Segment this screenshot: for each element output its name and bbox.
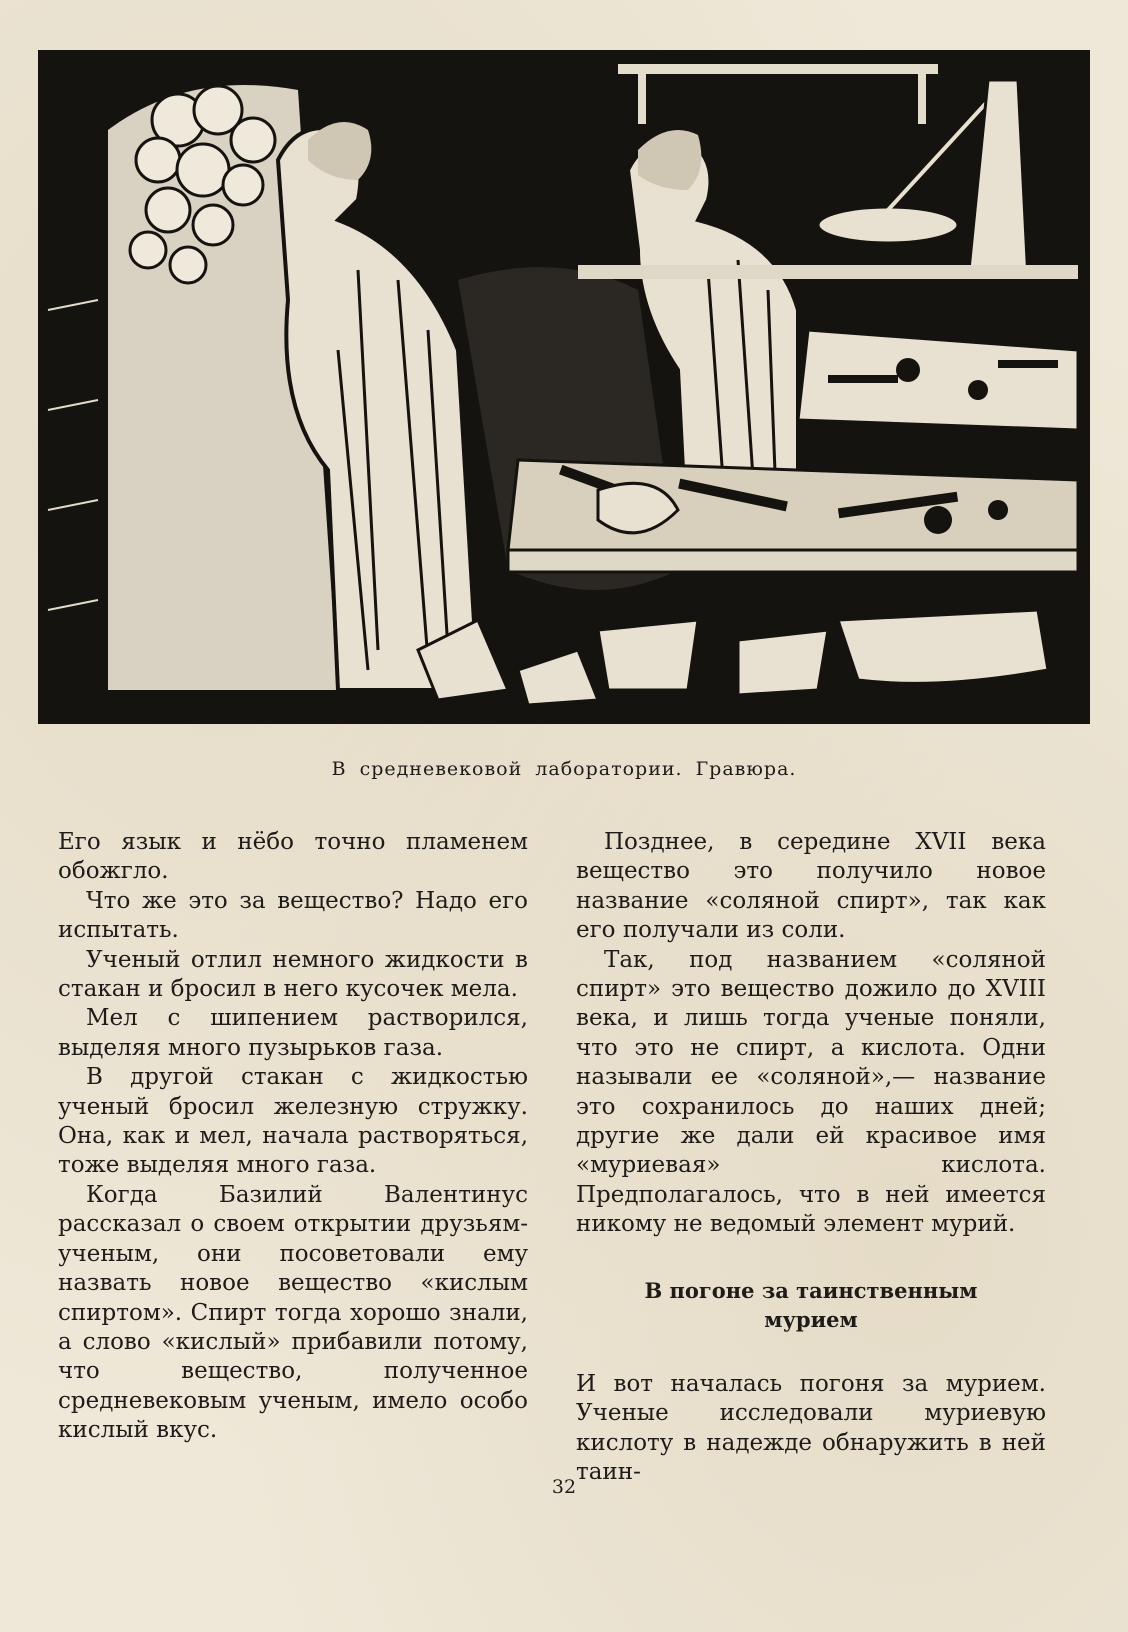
- paragraph: Позднее, в середине XVII века вещество это получило новое название «соляной спирт», так как его получали из соли.: [576, 829, 1046, 944]
- paragraph: Мел с шипением растворился, выделяя много пузырьков газа.: [58, 1005, 528, 1061]
- illustration-caption: В средневековой лаборатории. Гравюра.: [331, 758, 797, 780]
- medieval-laboratory-engraving: [38, 50, 1090, 724]
- page-number: 32: [551, 1476, 577, 1498]
- paragraph: Его язык и нёбо точно пламенем обожгло.: [58, 829, 528, 885]
- paragraph: Что же это за вещество? Надо его испытать.: [58, 887, 528, 944]
- text-column-left: [58, 828, 528, 1446]
- paragraph: Ученый отлил немного жидкости в стакан и бросил в него кусочек мела.: [58, 946, 528, 1003]
- section-heading-line: В погоне за таинственным: [644, 1277, 978, 1303]
- section-heading-line: мурием: [764, 1306, 858, 1332]
- text-column-right: [576, 828, 1046, 1487]
- paragraph: В другой стакан с жидкостью ученый бросил железную стружку. Она, как и мел, начала растворяться, тоже выделяя много газа.: [58, 1064, 528, 1179]
- paragraph: Так, под названием «соляной спирт» это вещество дожило до XVIII века, и лишь тогда ученые поняли, что это не спирт, а кислота. Одни называли ее «соляной»,— название это сохранилось до наших дней; другие же дали ей красивое имя «муриевая» кислота. Предполагалось, что в ней имеется никому не ведомый элемент мурий.: [576, 946, 1046, 1238]
- paragraph: И вот началась погоня за мурием. Ученые исследовали муриевую кислоту в надежде обнаружить в ней таин-: [576, 1370, 1046, 1485]
- section-heading: [576, 1276, 1046, 1334]
- paragraph: Когда Базилий Валентинус рассказал о своем открытии друзьям-ученым, они посоветовали ему назвать новое вещество «кислым спиртом». Спирт тогда хорошо знали, а слово «кислый» прибавили потому, что вещество, полученное средневековым ученым, имело особо кислый вкус.: [58, 1181, 528, 1444]
- engraving-artwork: [38, 50, 1090, 724]
